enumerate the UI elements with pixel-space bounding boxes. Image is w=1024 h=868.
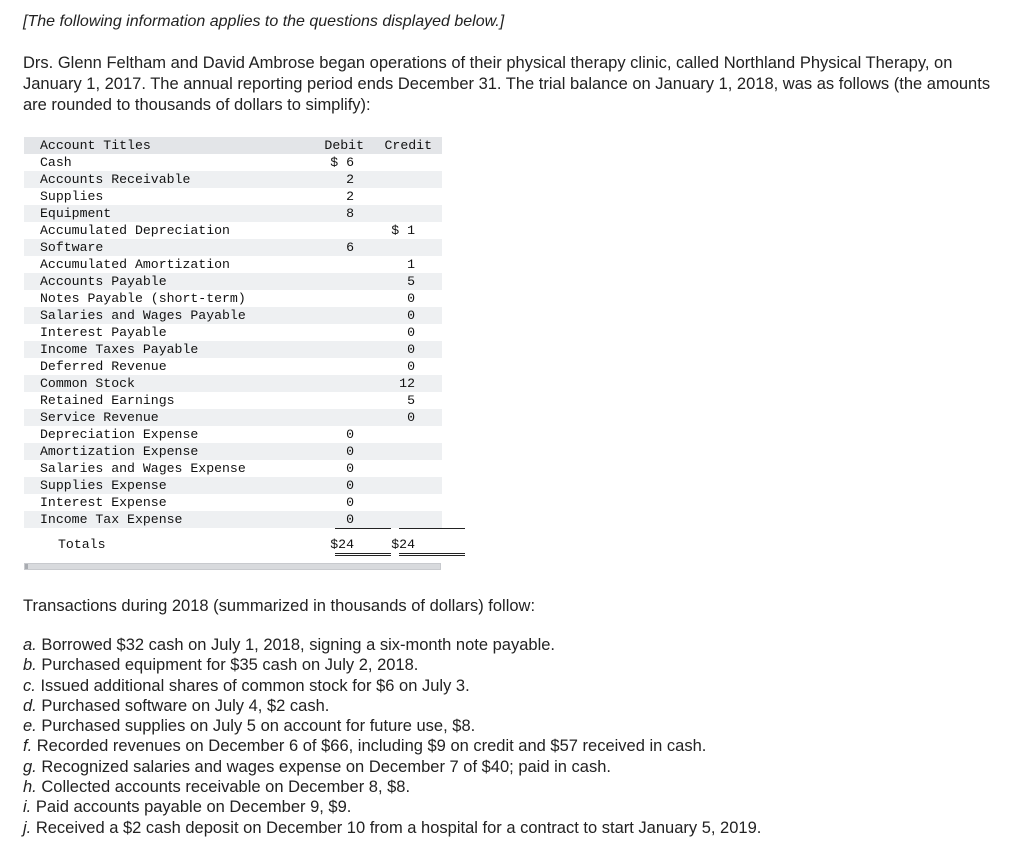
table-body [24,154,442,528]
credit-amount: 0 [407,342,415,357]
transaction-text: Recognized salaries and wages expense on December 7 of $40; paid in cash. [41,757,611,776]
debit-amount: $ 6 [330,155,354,170]
table-row [24,324,442,341]
account-title: Accumulated Amortization [40,257,230,272]
debit-amount: 0 [346,444,354,459]
account-title: Accounts Receivable [40,172,191,187]
table-row [24,290,442,307]
header-account-titles: Account Titles [40,138,151,153]
transaction-text: Purchased supplies on July 5 on account for future use, $8. [41,717,476,736]
intro-paragraph: Drs. Glenn Feltham and David Ambrose began operations of their physical therapy clinic, called Northland Physical Therapy, on January 1, 2017. The annual reporting period ends December 31. The trial balance on January 1, 2018, was as follows (the amounts are rounded to thousands of dollars to simplify): [23,54,991,114]
account-title: Software [40,240,104,255]
debit-double-rule [335,553,391,556]
credit-amount: 5 [407,393,415,408]
credit-amount: 1 [407,257,415,272]
transaction-text: Borrowed $32 cash on July 1, 2018, signing a six-month note payable. [41,636,556,654]
table-row [24,205,442,222]
transaction-label: e. [23,717,37,736]
table-row [24,460,442,477]
debit-amount: 0 [346,427,354,442]
account-title: Retained Earnings [40,393,175,408]
debit-total-rule [335,528,391,529]
account-title: Salaries and Wages Payable [40,308,246,323]
account-title: Accounts Payable [40,274,167,289]
table-row [24,307,442,324]
debit-amount: 2 [346,189,354,204]
debit-amount: 2 [346,172,354,187]
credit-amount: 0 [407,325,415,340]
account-title: Amortization Expense [40,444,199,459]
transactions-intro: Transactions during 2018 (summarized in thousands of dollars) follow: [23,597,536,615]
transaction-label: g. [23,757,37,776]
transaction-text: Purchased equipment for $35 cash on July 2, 2018. [41,656,419,675]
credit-amount: 0 [407,291,415,306]
debit-amount: 8 [346,206,354,221]
table-row [24,341,442,358]
credit-total-rule [399,528,465,529]
account-title: Supplies Expense [40,478,167,493]
transaction-item [23,716,1003,736]
debit-amount: 6 [346,240,354,255]
transaction-item [23,736,1003,756]
table-row [24,375,442,392]
transaction-text: Purchased software on July 4, $2 cash. [41,696,330,715]
scrollbar-thumb[interactable] [25,564,28,569]
totals-row [24,534,442,556]
transaction-text: Recorded revenues on December 6 of $66, including $9 on credit and $57 received in cash. [36,737,707,756]
table-row [24,426,442,443]
table-row [24,154,442,171]
table-row [24,511,442,528]
table-row [24,171,442,188]
account-title: Income Tax Expense [40,512,183,527]
account-title: Interest Payable [40,325,167,340]
account-title: Equipment [40,206,112,221]
credit-amount: 0 [407,359,415,374]
table-row [24,222,442,239]
account-title: Cash [40,155,72,170]
debit-amount: 0 [346,512,354,527]
debit-amount: 0 [346,461,354,476]
transaction-item [23,818,1003,838]
credit-amount: 0 [407,410,415,425]
transaction-text: Issued additional shares of common stock for $6 on July 3. [40,676,470,695]
credit-double-rule [399,553,465,556]
account-title: Salaries and Wages Expense [40,461,246,476]
table-row [24,358,442,375]
transaction-label: i. [23,798,32,817]
table-horizontal-scrollbar[interactable] [24,563,441,570]
account-title: Interest Expense [40,495,167,510]
header-debit: Debit [324,138,364,153]
transactions-list [23,635,1003,838]
transaction-item [23,635,1003,655]
transaction-item [23,676,1003,696]
transaction-label: j. [23,818,32,837]
transaction-item [23,777,1003,797]
account-title: Accumulated Depreciation [40,223,230,238]
table-header-row [24,137,442,154]
transaction-label: a. [23,636,37,654]
transaction-text: Paid accounts payable on December 9, $9. [35,798,352,817]
debit-amount: 0 [346,495,354,510]
account-title: Supplies [40,189,104,204]
transaction-item [23,696,1003,716]
totals-label: Totals [58,537,106,552]
transaction-label: f. [23,737,33,756]
account-title: Common Stock [40,376,135,391]
account-title: Service Revenue [40,410,159,425]
transaction-text: Collected accounts receivable on December 8, $8. [41,778,411,797]
debit-amount: 0 [346,478,354,493]
account-title: Income Taxes Payable [40,342,199,357]
table-row [24,494,442,511]
header-credit: Credit [384,138,432,153]
transaction-label: b. [23,656,37,675]
transaction-label: c. [23,676,36,695]
credit-amount: $ 1 [391,223,415,238]
transaction-item [23,797,1003,817]
transaction-label: h. [23,778,37,797]
account-title: Depreciation Expense [40,427,199,442]
table-row [24,477,442,494]
trial-balance-table [24,137,442,556]
account-title: Notes Payable (short-term) [40,291,246,306]
table-row [24,188,442,205]
totals-debit: $24 [330,537,354,552]
transaction-item [23,655,1003,675]
credit-amount: 12 [399,376,415,391]
transaction-label: d. [23,696,37,715]
table-row [24,392,442,409]
credit-amount: 5 [407,274,415,289]
table-row [24,443,442,460]
transaction-text: Received a $2 cash deposit on December 10 from a hospital for a contract to start January 5, 2019. [35,818,762,837]
table-row [24,256,442,273]
table-row [24,409,442,426]
table-row [24,239,442,256]
account-title: Deferred Revenue [40,359,167,374]
intro-note: [The following information applies to the questions displayed below.] [23,13,505,30]
table-row [24,273,442,290]
totals-credit: $24 [391,537,415,552]
transaction-item [23,757,1003,777]
credit-amount: 0 [407,308,415,323]
